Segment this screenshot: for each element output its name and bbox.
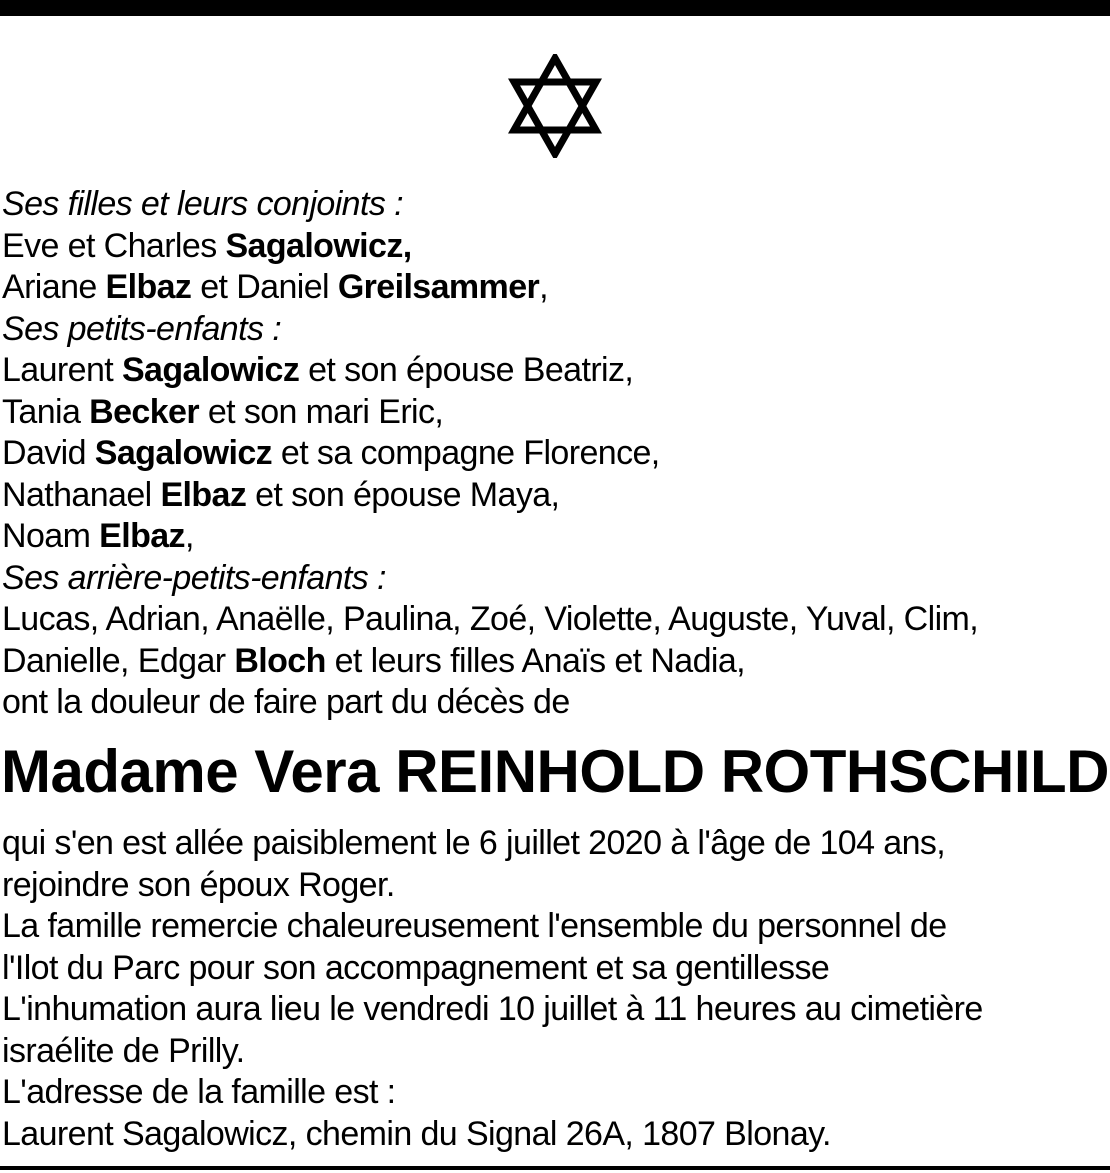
- detail-line: l'Ilot du Parc pour son accompagnement et sa gentillesse: [2, 948, 830, 987]
- surname: Sagalowicz,: [225, 226, 412, 265]
- bottom-border-rule: [0, 1166, 1110, 1170]
- surname: Becker: [89, 392, 199, 431]
- detail-line: rejoindre son époux Roger.: [2, 865, 395, 904]
- family-address: Laurent Sagalowicz, chemin du Signal 26A, 1807 Blonay.: [2, 1114, 831, 1153]
- surname: Sagalowicz: [121, 351, 300, 389]
- grandchildren-heading: Ses petits-enfants :: [2, 309, 282, 348]
- family-list: [2, 184, 978, 724]
- surname: Elbaz: [99, 517, 185, 555]
- detail-line: La famille remercie chaleureusement l'ensemble du personnel de: [2, 907, 947, 945]
- detail-line: L'inhumation aura lieu le vendredi 10 juillet à 11 heures au cimetière: [2, 990, 983, 1028]
- detail-line: qui s'en est allée paisiblement le 6 juillet 2020 à l'âge de 104 ans,: [2, 824, 946, 862]
- great-grandchildren-line1: Lucas, Adrian, Anaëlle, Paulina, Zoé, Violette, Auguste, Yuval, Clim,: [2, 600, 979, 638]
- surname: Greilsammer: [337, 268, 540, 306]
- great-grandchildren-line2: Danielle, Edgar Bloch et leurs filles Anaïs et Nadia,: [2, 641, 746, 680]
- star-of-david-icon: [508, 54, 602, 158]
- detail-line: L'adresse de la famille est :: [2, 1073, 396, 1111]
- family-line-daughter2: Ariane Elbaz et Daniel Greilsammer,: [2, 268, 548, 306]
- surname: Elbaz: [105, 268, 192, 306]
- obituary-details: [2, 823, 983, 1155]
- family-line-grandchild2: Tania Becker et son mari Eric,: [2, 392, 444, 431]
- family-line-grandchild1: Laurent Sagalowicz et son épouse Beatriz,: [2, 351, 634, 389]
- great-grandchildren-heading: Ses arrière-petits-enfants :: [2, 558, 386, 597]
- family-line-grandchild4: Nathanael Elbaz et son épouse Maya,: [2, 475, 560, 514]
- family-line-grandchild5: Noam Elbaz,: [2, 517, 194, 555]
- surname: Elbaz: [160, 475, 247, 514]
- family-line-daughter1: Eve et Charles Sagalowicz,: [2, 226, 412, 265]
- daughters-heading: Ses filles et leurs conjoints :: [2, 185, 403, 223]
- deceased-name: Madame Vera REINHOLD ROTHSCHILD: [0, 738, 1110, 805]
- announcement-text: ont la douleur de faire part du décès de: [2, 683, 570, 721]
- surname: Bloch: [234, 641, 326, 680]
- detail-line: israélite de Prilly.: [2, 1031, 245, 1070]
- surname: Sagalowicz: [94, 434, 273, 472]
- top-border-rule: [0, 0, 1110, 16]
- family-line-grandchild3: David Sagalowicz et sa compagne Florence,: [2, 434, 660, 472]
